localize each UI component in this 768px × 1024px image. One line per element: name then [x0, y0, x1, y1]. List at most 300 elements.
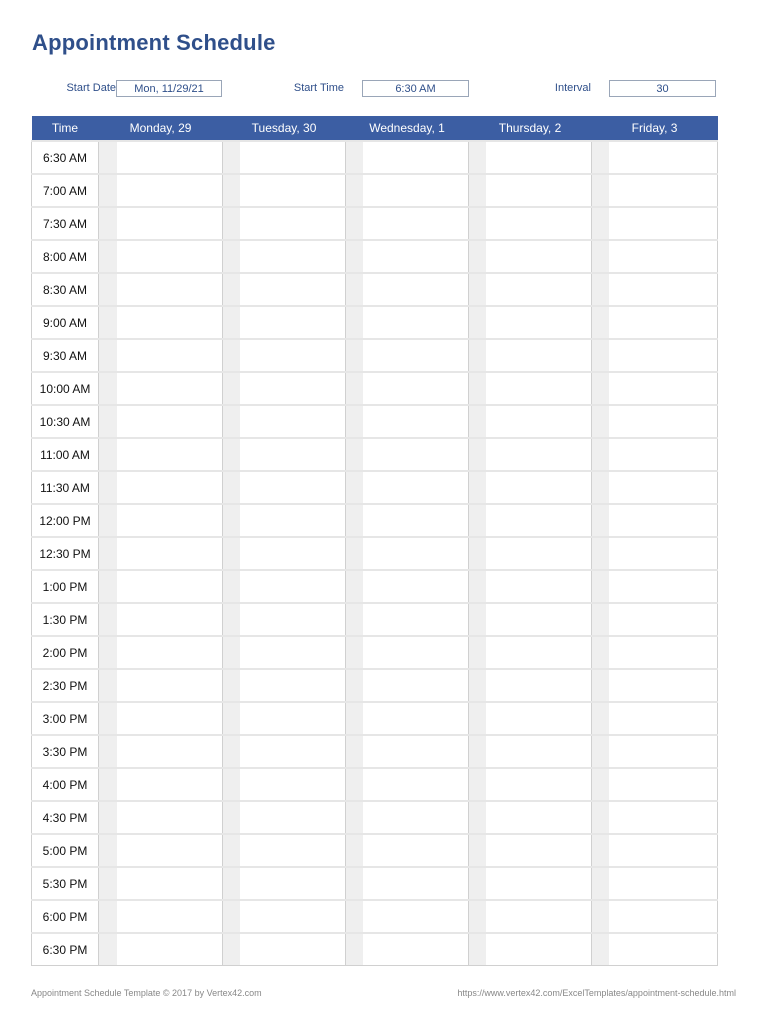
- table-row: [32, 207, 718, 240]
- status-gutter-monday: [99, 933, 117, 966]
- time-cell: 5:00 PM: [32, 834, 99, 867]
- appointment-slot-monday[interactable]: [117, 801, 223, 834]
- status-gutter-friday: [592, 174, 609, 207]
- status-gutter-tuesday: [223, 537, 240, 570]
- status-gutter-wednesday: [346, 570, 363, 603]
- appointment-slot-tuesday[interactable]: [240, 933, 346, 966]
- appointment-slot-tuesday[interactable]: [240, 669, 346, 702]
- status-gutter-thursday: [469, 438, 486, 471]
- table-row: [32, 636, 718, 669]
- appointment-slot-thursday[interactable]: [486, 339, 592, 372]
- status-gutter-friday: [592, 702, 609, 735]
- appointment-slot-monday[interactable]: [117, 174, 223, 207]
- appointment-slot-tuesday[interactable]: [240, 504, 346, 537]
- appointment-slot-wednesday[interactable]: [363, 141, 469, 174]
- status-gutter-monday: [99, 834, 117, 867]
- appointment-slot-thursday[interactable]: [486, 438, 592, 471]
- appointment-slot-tuesday[interactable]: [240, 801, 346, 834]
- appointment-slot-monday[interactable]: [117, 570, 223, 603]
- table-row: [32, 867, 718, 900]
- appointment-slot-thursday[interactable]: [486, 768, 592, 801]
- status-gutter-friday: [592, 372, 609, 405]
- status-gutter-tuesday: [223, 735, 240, 768]
- status-gutter-monday: [99, 504, 117, 537]
- table-row: [32, 702, 718, 735]
- status-gutter-thursday: [469, 603, 486, 636]
- day-header-thursday: Thursday, 2: [469, 116, 592, 141]
- appointment-slot-tuesday[interactable]: [240, 174, 346, 207]
- status-gutter-thursday: [469, 570, 486, 603]
- status-gutter-monday: [99, 174, 117, 207]
- table-row: [32, 471, 718, 504]
- appointment-slot-wednesday[interactable]: [363, 702, 469, 735]
- appointment-slot-friday[interactable]: [609, 669, 718, 702]
- time-cell: 2:30 PM: [32, 669, 99, 702]
- status-gutter-monday: [99, 768, 117, 801]
- status-gutter-thursday: [469, 306, 486, 339]
- time-cell: 4:30 PM: [32, 801, 99, 834]
- status-gutter-wednesday: [346, 603, 363, 636]
- status-gutter-monday: [99, 702, 117, 735]
- status-gutter-monday: [99, 669, 117, 702]
- status-gutter-friday: [592, 900, 609, 933]
- appointment-slot-thursday[interactable]: [486, 306, 592, 339]
- time-cell: 8:30 AM: [32, 273, 99, 306]
- appointment-slot-thursday[interactable]: [486, 273, 592, 306]
- status-gutter-tuesday: [223, 372, 240, 405]
- status-gutter-monday: [99, 273, 117, 306]
- status-gutter-wednesday: [346, 636, 363, 669]
- status-gutter-wednesday: [346, 867, 363, 900]
- time-cell: 6:30 PM: [32, 933, 99, 966]
- appointment-slot-friday[interactable]: [609, 141, 718, 174]
- appointment-slot-monday[interactable]: [117, 603, 223, 636]
- status-gutter-monday: [99, 570, 117, 603]
- appointment-slot-friday[interactable]: [609, 933, 718, 966]
- status-gutter-thursday: [469, 339, 486, 372]
- appointment-slot-tuesday[interactable]: [240, 438, 346, 471]
- appointment-slot-tuesday[interactable]: [240, 900, 346, 933]
- appointment-slot-thursday[interactable]: [486, 207, 592, 240]
- table-row: [32, 735, 718, 768]
- time-cell: 3:30 PM: [32, 735, 99, 768]
- status-gutter-tuesday: [223, 471, 240, 504]
- appointment-slot-monday[interactable]: [117, 372, 223, 405]
- appointment-slot-friday[interactable]: [609, 900, 718, 933]
- appointment-slot-monday[interactable]: [117, 339, 223, 372]
- appointment-slot-thursday[interactable]: [486, 669, 592, 702]
- appointment-slot-tuesday[interactable]: [240, 702, 346, 735]
- appointment-slot-tuesday[interactable]: [240, 273, 346, 306]
- appointment-slot-friday[interactable]: [609, 405, 718, 438]
- appointment-slot-wednesday[interactable]: [363, 735, 469, 768]
- status-gutter-monday: [99, 339, 117, 372]
- appointment-slot-wednesday[interactable]: [363, 834, 469, 867]
- day-header-tuesday: Tuesday, 30: [223, 116, 346, 141]
- status-gutter-friday: [592, 339, 609, 372]
- appointment-slot-friday[interactable]: [609, 372, 718, 405]
- status-gutter-wednesday: [346, 504, 363, 537]
- appointment-slot-thursday[interactable]: [486, 603, 592, 636]
- appointment-slot-monday[interactable]: [117, 636, 223, 669]
- appointment-slot-wednesday[interactable]: [363, 669, 469, 702]
- appointment-slot-friday[interactable]: [609, 207, 718, 240]
- table-row: [32, 570, 718, 603]
- status-gutter-friday: [592, 669, 609, 702]
- status-gutter-thursday: [469, 372, 486, 405]
- table-row: [32, 900, 718, 933]
- status-gutter-tuesday: [223, 306, 240, 339]
- start-time-field[interactable]: 6:30 AM: [362, 80, 469, 97]
- time-cell: 12:00 PM: [32, 504, 99, 537]
- status-gutter-tuesday: [223, 669, 240, 702]
- appointment-slot-wednesday[interactable]: [363, 537, 469, 570]
- status-gutter-monday: [99, 735, 117, 768]
- appointment-slot-wednesday[interactable]: [363, 867, 469, 900]
- appointment-slot-thursday[interactable]: [486, 372, 592, 405]
- status-gutter-monday: [99, 306, 117, 339]
- table-row: [32, 339, 718, 372]
- status-gutter-thursday: [469, 537, 486, 570]
- status-gutter-wednesday: [346, 669, 363, 702]
- time-cell: 6:30 AM: [32, 141, 99, 174]
- status-gutter-tuesday: [223, 900, 240, 933]
- status-gutter-thursday: [469, 867, 486, 900]
- time-cell: 11:00 AM: [32, 438, 99, 471]
- status-gutter-friday: [592, 834, 609, 867]
- footer-url[interactable]: https://www.vertex42.com/ExcelTemplates/appointment-schedule.html: [457, 988, 736, 998]
- appointment-slot-thursday[interactable]: [486, 636, 592, 669]
- appointment-slot-tuesday[interactable]: [240, 405, 346, 438]
- table-row: [32, 603, 718, 636]
- appointment-slot-friday[interactable]: [609, 570, 718, 603]
- status-gutter-tuesday: [223, 141, 240, 174]
- appointment-slot-tuesday[interactable]: [240, 735, 346, 768]
- status-gutter-tuesday: [223, 867, 240, 900]
- status-gutter-thursday: [469, 174, 486, 207]
- appointment-slot-friday[interactable]: [609, 735, 718, 768]
- time-cell: 1:30 PM: [32, 603, 99, 636]
- table-row: [32, 438, 718, 471]
- status-gutter-monday: [99, 801, 117, 834]
- status-gutter-tuesday: [223, 570, 240, 603]
- appointment-slot-monday[interactable]: [117, 867, 223, 900]
- time-cell: 2:00 PM: [32, 636, 99, 669]
- status-gutter-tuesday: [223, 702, 240, 735]
- appointment-slot-wednesday[interactable]: [363, 900, 469, 933]
- table-row: [32, 768, 718, 801]
- appointment-slot-wednesday[interactable]: [363, 372, 469, 405]
- appointment-slot-tuesday[interactable]: [240, 240, 346, 273]
- appointment-slot-friday[interactable]: [609, 339, 718, 372]
- time-cell: 7:30 AM: [32, 207, 99, 240]
- appointment-slot-tuesday[interactable]: [240, 372, 346, 405]
- status-gutter-thursday: [469, 900, 486, 933]
- appointment-slot-wednesday[interactable]: [363, 174, 469, 207]
- appointment-slot-thursday[interactable]: [486, 801, 592, 834]
- appointment-slot-friday[interactable]: [609, 702, 718, 735]
- status-gutter-tuesday: [223, 636, 240, 669]
- time-cell: 10:30 AM: [32, 405, 99, 438]
- appointment-slot-friday[interactable]: [609, 867, 718, 900]
- appointment-slot-tuesday[interactable]: [240, 339, 346, 372]
- status-gutter-tuesday: [223, 603, 240, 636]
- status-gutter-monday: [99, 636, 117, 669]
- status-gutter-tuesday: [223, 438, 240, 471]
- appointment-slot-tuesday[interactable]: [240, 834, 346, 867]
- appointment-slot-thursday[interactable]: [486, 471, 592, 504]
- status-gutter-thursday: [469, 735, 486, 768]
- status-gutter-friday: [592, 273, 609, 306]
- day-header-friday: Friday, 3: [592, 116, 718, 141]
- appointment-slot-tuesday[interactable]: [240, 471, 346, 504]
- appointment-slot-monday[interactable]: [117, 900, 223, 933]
- appointment-slot-wednesday[interactable]: [363, 339, 469, 372]
- appointment-slot-tuesday[interactable]: [240, 207, 346, 240]
- appointment-slot-monday[interactable]: [117, 207, 223, 240]
- status-gutter-wednesday: [346, 405, 363, 438]
- table-row: [32, 933, 718, 966]
- status-gutter-thursday: [469, 801, 486, 834]
- appointment-slot-friday[interactable]: [609, 768, 718, 801]
- status-gutter-monday: [99, 471, 117, 504]
- time-cell: 1:00 PM: [32, 570, 99, 603]
- table-row: [32, 174, 718, 207]
- time-cell: 10:00 AM: [32, 372, 99, 405]
- appointment-slot-monday[interactable]: [117, 537, 223, 570]
- status-gutter-wednesday: [346, 537, 363, 570]
- appointment-slot-wednesday[interactable]: [363, 636, 469, 669]
- status-gutter-tuesday: [223, 933, 240, 966]
- table-row: [32, 801, 718, 834]
- status-gutter-friday: [592, 207, 609, 240]
- appointment-slot-monday[interactable]: [117, 702, 223, 735]
- appointment-slot-thursday[interactable]: [486, 537, 592, 570]
- time-cell: 4:00 PM: [32, 768, 99, 801]
- start-time-label: Start Time: [293, 82, 344, 94]
- appointment-slot-wednesday[interactable]: [363, 240, 469, 273]
- status-gutter-wednesday: [346, 900, 363, 933]
- appointment-slot-tuesday[interactable]: [240, 570, 346, 603]
- table-row: [32, 372, 718, 405]
- status-gutter-wednesday: [346, 834, 363, 867]
- status-gutter-friday: [592, 141, 609, 174]
- appointment-slot-monday[interactable]: [117, 735, 223, 768]
- status-gutter-tuesday: [223, 240, 240, 273]
- appointment-slot-friday[interactable]: [609, 834, 718, 867]
- appointment-slot-thursday[interactable]: [486, 900, 592, 933]
- status-gutter-friday: [592, 240, 609, 273]
- appointment-slot-monday[interactable]: [117, 141, 223, 174]
- time-column-header: Time: [32, 116, 99, 141]
- appointment-slot-tuesday[interactable]: [240, 537, 346, 570]
- status-gutter-monday: [99, 141, 117, 174]
- appointment-slot-friday[interactable]: [609, 273, 718, 306]
- status-gutter-tuesday: [223, 834, 240, 867]
- status-gutter-friday: [592, 405, 609, 438]
- appointment-slot-thursday[interactable]: [486, 240, 592, 273]
- status-gutter-thursday: [469, 273, 486, 306]
- status-gutter-friday: [592, 933, 609, 966]
- status-gutter-thursday: [469, 834, 486, 867]
- appointment-slot-wednesday[interactable]: [363, 768, 469, 801]
- appointment-slot-monday[interactable]: [117, 768, 223, 801]
- appointment-slot-monday[interactable]: [117, 834, 223, 867]
- table-row: [32, 834, 718, 867]
- start-date-field[interactable]: Mon, 11/29/21: [116, 80, 222, 97]
- time-cell: 11:30 AM: [32, 471, 99, 504]
- appointment-slot-thursday[interactable]: [486, 834, 592, 867]
- status-gutter-tuesday: [223, 339, 240, 372]
- appointment-slot-friday[interactable]: [609, 603, 718, 636]
- table-row: [32, 669, 718, 702]
- status-gutter-thursday: [469, 141, 486, 174]
- status-gutter-friday: [592, 504, 609, 537]
- appointment-slot-wednesday[interactable]: [363, 405, 469, 438]
- status-gutter-friday: [592, 735, 609, 768]
- table-row: [32, 240, 718, 273]
- appointment-slot-thursday[interactable]: [486, 933, 592, 966]
- status-gutter-friday: [592, 768, 609, 801]
- table-row: [32, 306, 718, 339]
- table-row: [32, 273, 718, 306]
- status-gutter-tuesday: [223, 405, 240, 438]
- status-gutter-wednesday: [346, 702, 363, 735]
- appointment-slot-friday[interactable]: [609, 537, 718, 570]
- status-gutter-friday: [592, 438, 609, 471]
- status-gutter-thursday: [469, 207, 486, 240]
- status-gutter-friday: [592, 570, 609, 603]
- status-gutter-wednesday: [346, 240, 363, 273]
- status-gutter-monday: [99, 207, 117, 240]
- time-cell: 8:00 AM: [32, 240, 99, 273]
- start-date-label: Start Date: [66, 82, 116, 94]
- table-row: [32, 141, 718, 174]
- table-row: [32, 504, 718, 537]
- appointment-slot-wednesday[interactable]: [363, 603, 469, 636]
- appointment-slot-tuesday[interactable]: [240, 603, 346, 636]
- status-gutter-wednesday: [346, 438, 363, 471]
- status-gutter-monday: [99, 372, 117, 405]
- schedule-table: [31, 116, 718, 966]
- appointment-slot-thursday[interactable]: [486, 867, 592, 900]
- status-gutter-wednesday: [346, 306, 363, 339]
- appointment-slot-monday[interactable]: [117, 669, 223, 702]
- status-gutter-wednesday: [346, 768, 363, 801]
- appointment-slot-monday[interactable]: [117, 438, 223, 471]
- interval-field[interactable]: 30: [609, 80, 716, 97]
- appointment-slot-monday[interactable]: [117, 405, 223, 438]
- interval-label: Interval: [554, 82, 591, 94]
- header-row: [32, 116, 718, 141]
- appointment-slot-friday[interactable]: [609, 504, 718, 537]
- status-gutter-wednesday: [346, 339, 363, 372]
- appointment-slot-thursday[interactable]: [486, 405, 592, 438]
- appointment-slot-friday[interactable]: [609, 240, 718, 273]
- status-gutter-friday: [592, 801, 609, 834]
- appointment-slot-thursday[interactable]: [486, 141, 592, 174]
- footer-copyright: Appointment Schedule Template © 2017 by Vertex42.com: [31, 988, 262, 998]
- status-gutter-tuesday: [223, 801, 240, 834]
- status-gutter-thursday: [469, 702, 486, 735]
- status-gutter-wednesday: [346, 273, 363, 306]
- appointment-slot-thursday[interactable]: [486, 570, 592, 603]
- status-gutter-wednesday: [346, 207, 363, 240]
- status-gutter-thursday: [469, 504, 486, 537]
- appointment-slot-wednesday[interactable]: [363, 438, 469, 471]
- status-gutter-wednesday: [346, 933, 363, 966]
- appointment-slot-thursday[interactable]: [486, 174, 592, 207]
- status-gutter-tuesday: [223, 273, 240, 306]
- status-gutter-thursday: [469, 471, 486, 504]
- status-gutter-thursday: [469, 768, 486, 801]
- appointment-slot-monday[interactable]: [117, 273, 223, 306]
- status-gutter-thursday: [469, 405, 486, 438]
- appointment-slot-friday[interactable]: [609, 174, 718, 207]
- appointment-slot-friday[interactable]: [609, 438, 718, 471]
- status-gutter-monday: [99, 537, 117, 570]
- appointment-slot-tuesday[interactable]: [240, 141, 346, 174]
- appointment-slot-wednesday[interactable]: [363, 570, 469, 603]
- appointment-slot-monday[interactable]: [117, 504, 223, 537]
- status-gutter-friday: [592, 867, 609, 900]
- table-row: [32, 405, 718, 438]
- status-gutter-monday: [99, 240, 117, 273]
- appointment-slot-thursday[interactable]: [486, 702, 592, 735]
- appointment-slot-monday[interactable]: [117, 240, 223, 273]
- appointment-slot-thursday[interactable]: [486, 504, 592, 537]
- status-gutter-friday: [592, 636, 609, 669]
- appointment-slot-wednesday[interactable]: [363, 933, 469, 966]
- time-cell: 7:00 AM: [32, 174, 99, 207]
- appointment-slot-tuesday[interactable]: [240, 306, 346, 339]
- appointment-slot-friday[interactable]: [609, 636, 718, 669]
- status-gutter-thursday: [469, 669, 486, 702]
- status-gutter-monday: [99, 900, 117, 933]
- appointment-slot-friday[interactable]: [609, 306, 718, 339]
- appointment-slot-wednesday[interactable]: [363, 306, 469, 339]
- status-gutter-tuesday: [223, 207, 240, 240]
- appointment-slot-thursday[interactable]: [486, 735, 592, 768]
- appointment-slot-friday[interactable]: [609, 801, 718, 834]
- appointment-slot-wednesday[interactable]: [363, 801, 469, 834]
- status-gutter-wednesday: [346, 471, 363, 504]
- status-gutter-thursday: [469, 636, 486, 669]
- appointment-slot-tuesday[interactable]: [240, 768, 346, 801]
- appointment-slot-tuesday[interactable]: [240, 867, 346, 900]
- status-gutter-monday: [99, 603, 117, 636]
- appointment-slot-wednesday[interactable]: [363, 504, 469, 537]
- appointment-slot-tuesday[interactable]: [240, 636, 346, 669]
- appointment-slot-friday[interactable]: [609, 471, 718, 504]
- appointment-slot-wednesday[interactable]: [363, 471, 469, 504]
- appointment-slot-monday[interactable]: [117, 933, 223, 966]
- appointment-slot-wednesday[interactable]: [363, 273, 469, 306]
- day-header-wednesday: Wednesday, 1: [346, 116, 469, 141]
- status-gutter-thursday: [469, 933, 486, 966]
- day-header-monday: Monday, 29: [99, 116, 223, 141]
- status-gutter-wednesday: [346, 174, 363, 207]
- time-cell: 12:30 PM: [32, 537, 99, 570]
- appointment-slot-monday[interactable]: [117, 306, 223, 339]
- status-gutter-friday: [592, 537, 609, 570]
- time-cell: 9:00 AM: [32, 306, 99, 339]
- status-gutter-wednesday: [346, 141, 363, 174]
- appointment-slot-wednesday[interactable]: [363, 207, 469, 240]
- status-gutter-friday: [592, 603, 609, 636]
- appointment-slot-monday[interactable]: [117, 471, 223, 504]
- time-cell: 9:30 AM: [32, 339, 99, 372]
